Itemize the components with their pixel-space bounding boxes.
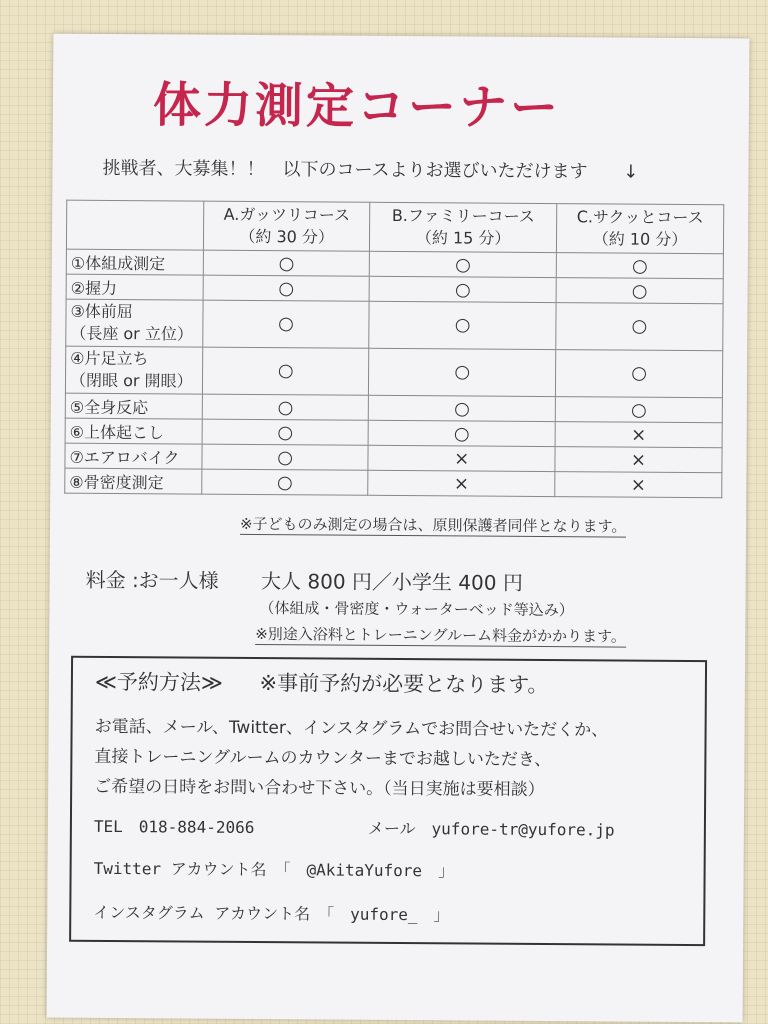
table-header-row — [66, 200, 723, 254]
mark-course-a: ○ — [202, 419, 368, 445]
reservation-heading-line — [95, 666, 549, 699]
mark-course-a: ○ — [202, 394, 368, 420]
mark-course-b: ○ — [370, 251, 557, 277]
mark-course-b: ○ — [369, 301, 556, 349]
course-name: C.サクッとコース — [576, 207, 704, 228]
mark-course-a: ○ — [203, 250, 369, 276]
mark-course-c: × — [555, 422, 722, 448]
table-row — [65, 346, 722, 398]
test-name-line1: ④片足立ち — [70, 348, 149, 369]
reservation-heading: ≪予約方法≫ — [94, 669, 223, 695]
test-name — [66, 299, 203, 347]
reservation-body-line: 直接トレーニングルームのカウンターまでお越しいただき、 — [94, 746, 552, 771]
header-course-c — [556, 204, 723, 254]
test-name-line2: （閉眼 or 開眼） — [69, 370, 193, 391]
course-duration: （約 30 分） — [239, 226, 335, 247]
test-name: ⑤全身反応 — [65, 393, 202, 419]
subtitle-text: 挑戦者、大募集！！ 以下のコースよりお選びいただけます — [102, 157, 588, 183]
mark-course-a: ○ — [203, 275, 369, 301]
course-duration: （約 10 分） — [592, 229, 688, 250]
course-name: B.ファミリーコース — [391, 205, 535, 226]
reservation-box — [69, 656, 707, 946]
mark-course-c: ○ — [555, 397, 722, 423]
test-name: ⑥上体起こし — [65, 418, 202, 444]
table-row — [66, 299, 723, 351]
mark-course-c: ○ — [556, 253, 723, 279]
mark-course-b: ○ — [368, 420, 555, 446]
mark-course-c: ○ — [556, 303, 723, 351]
mark-course-c: ○ — [555, 350, 722, 398]
header-course-a — [203, 201, 370, 251]
reservation-required: ※事前予約が必要となります。 — [259, 671, 549, 698]
mark-course-b: × — [368, 470, 555, 496]
price-line — [86, 564, 523, 596]
test-name — [65, 346, 202, 394]
mark-course-c: × — [555, 472, 722, 498]
test-name: ⑧骨密度測定 — [65, 468, 202, 494]
price-label: 料金 :お一人様 — [85, 567, 219, 593]
course-duration: （約 15 分） — [415, 228, 511, 248]
mark-course-b: × — [368, 445, 555, 471]
mark-course-b: ○ — [369, 348, 556, 396]
contact-line — [93, 814, 615, 840]
price-value: 大人 800 円／小学生 400 円 — [261, 569, 523, 595]
header-empty-cell — [66, 200, 203, 250]
test-name: ①体組成測定 — [66, 249, 203, 275]
down-arrow-icon: ↓ — [623, 161, 639, 183]
twitter-account: Twitter アカウント名 「 @AkitaYufore 」 — [93, 858, 455, 881]
reservation-body-line: お電話、メール、Twitter、インスタグラムでお問合せいただくか、 — [94, 716, 609, 741]
mark-course-a: ○ — [202, 444, 368, 470]
course-name: A.ガッツリコース — [223, 204, 351, 225]
test-name: ⑦エアロバイク — [65, 443, 202, 469]
instagram-account: インスタグラム アカウント名 「 yufore_ 」 — [93, 902, 450, 925]
mark-course-b: ○ — [369, 395, 556, 421]
mark-course-c: × — [555, 447, 722, 473]
mark-course-a: ○ — [203, 300, 370, 348]
course-table — [64, 200, 724, 499]
test-name-line1: ③体前屈 — [70, 301, 133, 322]
mark-course-a: ○ — [202, 347, 369, 395]
mark-course-b: ○ — [369, 276, 556, 302]
price-included: （体組成・骨密度・ウォーターベッド等込み） — [259, 599, 574, 620]
page-title: 体力測定コーナー — [152, 77, 562, 137]
child-note: ※子どものみ測定の場合は、原則保護者同伴となります。 — [239, 514, 627, 536]
mark-course-a: ○ — [202, 469, 368, 495]
mark-course-c: ○ — [556, 278, 723, 304]
test-name: ②握力 — [66, 274, 203, 300]
table-row — [65, 468, 722, 498]
header-course-b — [370, 202, 557, 252]
flyer — [47, 34, 750, 1023]
mail-info: メール yufore-tr@yufore.jp — [367, 818, 615, 840]
reservation-body — [94, 712, 608, 806]
price-note: ※別途入浴料とトレーニングルーム料金がかかります。 — [255, 625, 626, 646]
tel-info: TEL 018-884-2066 — [93, 816, 255, 838]
reservation-body-line: ご希望の日時をお問い合わせ下さい。（当日実施は要相談） — [94, 776, 545, 801]
subtitle — [102, 154, 638, 184]
test-name-line2: （長座 or 立位） — [70, 323, 193, 344]
